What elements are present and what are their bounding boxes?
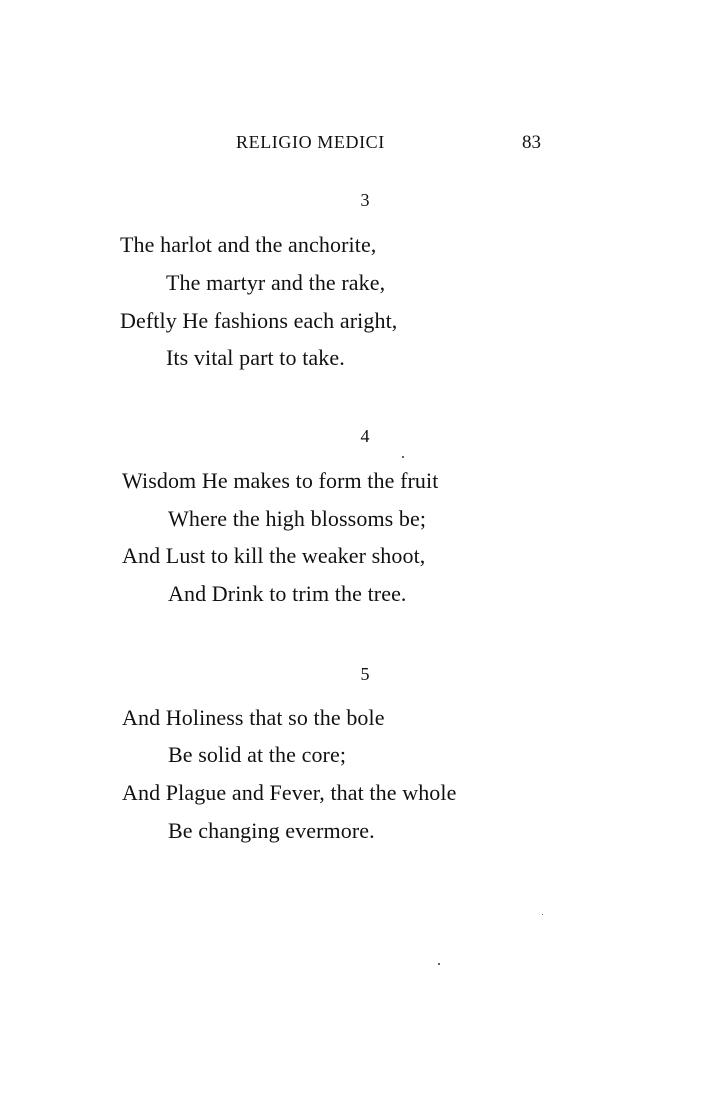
stanza-number: 4 — [360, 426, 370, 446]
verse-line: Its vital part to take. — [166, 345, 345, 370]
running-title: RELIGIO MEDICI — [236, 132, 385, 152]
verse-line: The harlot and the anchorite, — [120, 232, 377, 257]
verse-line: And Plague and Fever, that the whole — [122, 780, 457, 805]
scan-speck — [542, 914, 543, 915]
verse-line: And Drink to trim the tree. — [168, 581, 407, 606]
verse-line: The martyr and the rake, — [166, 270, 386, 295]
scan-speck — [402, 456, 404, 458]
verse-line: Deftly He fashions each aright, — [120, 308, 398, 333]
page-number: 83 — [522, 132, 541, 153]
verse-line: Be solid at the core; — [168, 742, 347, 767]
stanza-number: 5 — [360, 664, 370, 684]
verse-line: Wisdom He makes to form the fruit — [122, 468, 439, 493]
verse-line: Where the high blossoms be; — [168, 506, 427, 531]
verse-line: Be changing evermore. — [168, 818, 375, 843]
stanza-number: 3 — [360, 190, 370, 210]
verse-line: And Lust to kill the weaker shoot, — [122, 543, 426, 568]
scan-speck — [438, 963, 440, 965]
verse-line: And Holiness that so the bole — [122, 705, 385, 730]
